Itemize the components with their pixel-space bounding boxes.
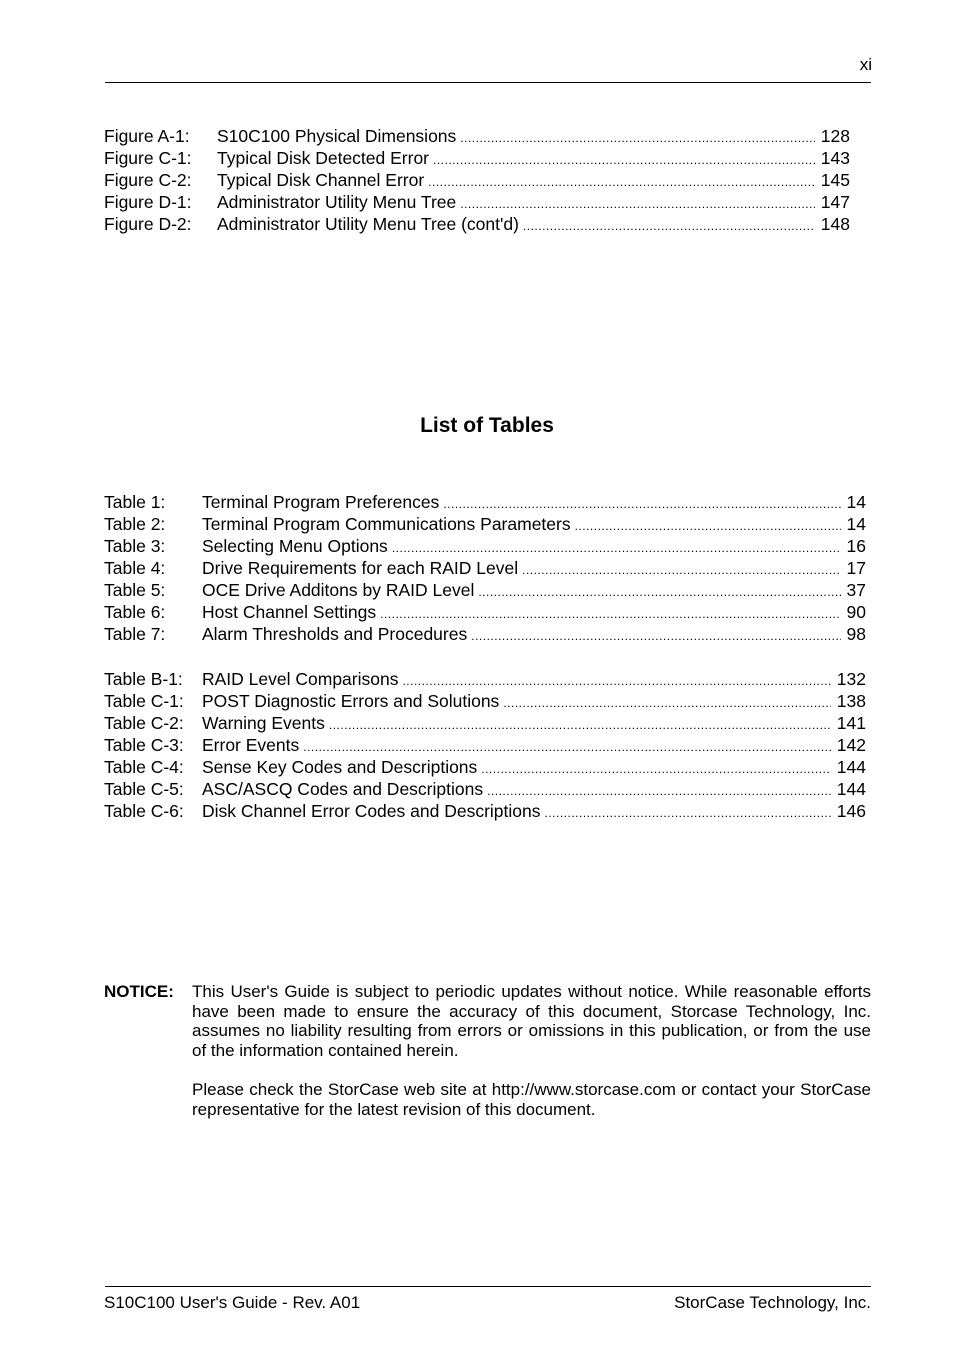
toc-entry-number: Table C-6:: [104, 801, 184, 821]
toc-leader-dots: [460, 193, 815, 213]
footer-document-title: S10C100 User's Guide - Rev. A01: [104, 1293, 361, 1312]
toc-entry[interactable]: [104, 213, 850, 235]
toc-entry-page: 98: [846, 624, 866, 644]
toc-entry-title: Warning Events: [202, 713, 325, 733]
toc-entry-number: Table C-5:: [104, 779, 184, 799]
toc-entry-number: Figure C-1:: [104, 148, 192, 168]
toc-leader-dots: [523, 215, 815, 235]
toc-entry-number: Figure A-1:: [104, 126, 190, 146]
toc-entry[interactable]: [104, 690, 866, 712]
toc-leader-dots: [402, 670, 830, 690]
page-number: xi: [859, 55, 872, 74]
toc-entry[interactable]: [104, 513, 866, 535]
toc-entry-page: 16: [846, 536, 866, 556]
toc-leader-dots: [487, 780, 831, 800]
toc-entry-title: Typical Disk Detected Error: [217, 148, 430, 168]
toc-entry-page: 14: [846, 492, 866, 512]
toc-leader-dots: [575, 515, 841, 535]
toc-entry-page: 148: [820, 214, 850, 234]
toc-entry-number: Table 2:: [104, 514, 166, 534]
notice-paragraph: Please check the StorCase web site at http://www.storcase.com or contact your StorCase representative for the latest revision of this document.: [192, 1080, 871, 1119]
toc-leader-dots: [522, 559, 840, 579]
toc-entry-page: 145: [820, 170, 850, 190]
toc-leader-dots: [481, 758, 831, 778]
toc-entry-number: Figure D-2:: [104, 214, 192, 234]
toc-entry-number: Table 3:: [104, 536, 166, 556]
toc-entry-page: 144: [836, 779, 866, 799]
toc-entry-number: Figure C-2:: [104, 170, 192, 190]
notice-label: NOTICE:: [104, 982, 174, 1001]
toc-entry-title: Alarm Thresholds and Procedures: [202, 624, 468, 644]
toc-entry[interactable]: [104, 668, 866, 690]
toc-entry[interactable]: [104, 712, 866, 734]
list-of-tables-appendix: [104, 668, 866, 822]
toc-entry-title: Sense Key Codes and Descriptions: [202, 757, 478, 777]
header-rule: [105, 82, 871, 83]
toc-entry-number: Table 5:: [104, 580, 166, 600]
toc-entry[interactable]: [104, 579, 866, 601]
toc-entry[interactable]: [104, 557, 866, 579]
toc-leader-dots: [329, 714, 831, 734]
list-of-figures: [104, 125, 850, 235]
toc-leader-dots: [544, 802, 830, 822]
toc-entry[interactable]: [104, 756, 866, 778]
toc-entry-title: ASC/ASCQ Codes and Descriptions: [202, 779, 484, 799]
toc-entry-title: Host Channel Settings: [202, 602, 377, 622]
toc-entry-number: Table B-1:: [104, 669, 183, 689]
toc-entry[interactable]: [104, 491, 866, 513]
toc-entry-page: 142: [836, 735, 866, 755]
toc-entry-title: Selecting Menu Options: [202, 536, 388, 556]
toc-entry[interactable]: [104, 125, 850, 147]
toc-leader-dots: [503, 692, 830, 712]
toc-leader-dots: [392, 537, 841, 557]
toc-leader-dots: [443, 493, 840, 513]
toc-entry-title: Administrator Utility Menu Tree: [217, 192, 457, 212]
toc-entry[interactable]: [104, 623, 866, 645]
toc-entry-number: Table 7:: [104, 624, 166, 644]
footer-rule: [105, 1286, 871, 1287]
toc-entry-number: Table C-1:: [104, 691, 184, 711]
toc-entry-page: 128: [820, 126, 850, 146]
toc-entry[interactable]: [104, 535, 866, 557]
toc-entry[interactable]: [104, 147, 850, 169]
list-of-tables-heading: List of Tables: [420, 414, 554, 437]
toc-entry-title: RAID Level Comparisons: [202, 669, 399, 689]
toc-entry-number: Table 4:: [104, 558, 166, 578]
toc-entry-page: 14: [846, 514, 866, 534]
toc-entry-title: Administrator Utility Menu Tree (cont'd): [217, 214, 519, 234]
toc-entry[interactable]: [104, 191, 850, 213]
list-of-tables-main: [104, 491, 866, 645]
notice-block: [104, 982, 871, 1139]
toc-entry-number: Table C-4:: [104, 757, 184, 777]
toc-leader-dots: [460, 127, 815, 147]
toc-leader-dots: [428, 171, 815, 191]
toc-entry[interactable]: [104, 601, 866, 623]
toc-entry[interactable]: [104, 734, 866, 756]
toc-entry-page: 132: [836, 669, 866, 689]
toc-leader-dots: [471, 625, 840, 645]
toc-entry-number: Figure D-1:: [104, 192, 192, 212]
toc-entry-number: Table C-3:: [104, 735, 184, 755]
toc-entry-title: Disk Channel Error Codes and Descriptions: [202, 801, 541, 821]
toc-leader-dots: [433, 149, 815, 169]
toc-entry-title: Terminal Program Communications Parameters: [202, 514, 571, 534]
toc-leader-dots: [478, 581, 840, 601]
toc-entry[interactable]: [104, 778, 866, 800]
toc-entry-page: 138: [836, 691, 866, 711]
notice-paragraph: This User's Guide is subject to periodic updates without notice. While reasonable efforts have been made to ensure the accuracy of this document, Storcase Technology, Inc. assumes no liability resulting from errors or omissions in this publication, or from the use of the information contained herein.: [192, 982, 871, 1060]
toc-entry-title: Error Events: [202, 735, 300, 755]
notice-body: [192, 982, 871, 1119]
toc-entry-page: 147: [820, 192, 850, 212]
footer-company: StorCase Technology, Inc.: [674, 1293, 871, 1312]
toc-entry-title: OCE Drive Additons by RAID Level: [202, 580, 475, 600]
toc-entry-title: Terminal Program Preferences: [202, 492, 440, 512]
toc-entry[interactable]: [104, 800, 866, 822]
toc-entry-title: Drive Requirements for each RAID Level: [202, 558, 519, 578]
toc-entry[interactable]: [104, 169, 850, 191]
toc-entry-page: 141: [836, 713, 866, 733]
toc-leader-dots: [380, 603, 840, 623]
toc-entry-number: Table C-2:: [104, 713, 184, 733]
toc-entry-page: 90: [846, 602, 866, 622]
toc-entry-page: 17: [846, 558, 866, 578]
toc-leader-dots: [303, 736, 831, 756]
toc-entry-number: Table 1:: [104, 492, 166, 512]
toc-entry-page: 146: [836, 801, 866, 821]
toc-entry-title: Typical Disk Channel Error: [217, 170, 425, 190]
toc-entry-page: 37: [846, 580, 866, 600]
toc-entry-page: 144: [836, 757, 866, 777]
toc-entry-title: S10C100 Physical Dimensions: [217, 126, 457, 146]
toc-entry-title: POST Diagnostic Errors and Solutions: [202, 691, 500, 711]
toc-entry-number: Table 6:: [104, 602, 166, 622]
toc-entry-page: 143: [820, 148, 850, 168]
